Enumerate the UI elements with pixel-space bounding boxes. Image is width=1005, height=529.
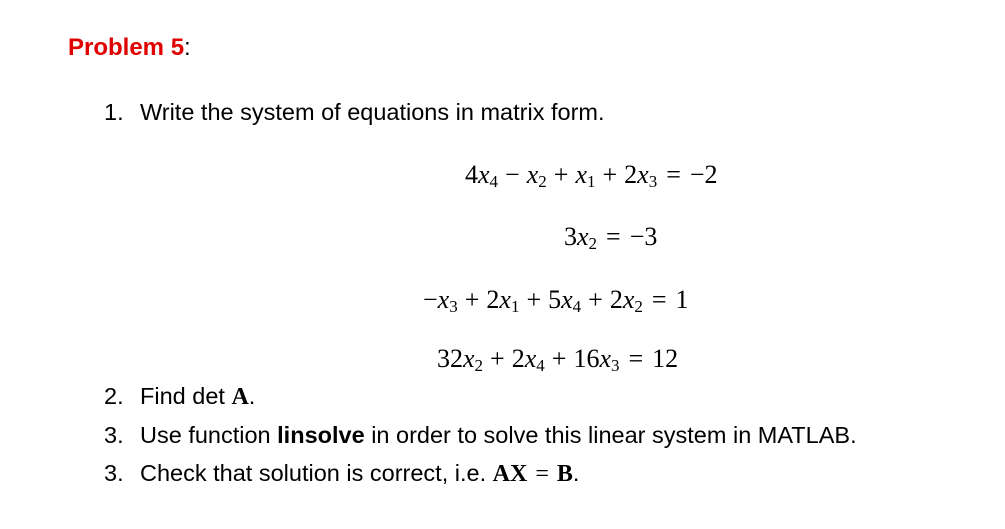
equation-term	[527, 160, 547, 189]
equation-rhs: −3	[629, 222, 658, 251]
term-variable: x	[577, 222, 589, 251]
equation-rhs: 12	[652, 344, 679, 373]
term-subscript: 3	[449, 297, 458, 316]
term-coefficient: 2	[624, 160, 638, 189]
term-variable: x	[499, 285, 511, 314]
item-text-part: Use function	[140, 422, 278, 448]
problem-title	[68, 32, 191, 64]
item-number: 3.	[104, 460, 124, 486]
term-subscript: 4	[536, 356, 545, 375]
equation-2	[564, 220, 657, 254]
term-coefficient: 2	[486, 285, 500, 314]
equation-term	[575, 160, 595, 189]
item-text	[140, 420, 857, 450]
item-text-part: in order to solve this linear system in MATLAB.	[364, 422, 857, 448]
term-coefficient: 16	[573, 344, 600, 373]
equation-term	[624, 160, 657, 189]
operator: −	[505, 160, 520, 189]
operator: +	[588, 285, 603, 314]
term-coefficient: 32	[437, 344, 463, 373]
term-coefficient: 2	[511, 344, 525, 373]
equation-4	[437, 342, 678, 376]
term-subscript: 4	[572, 297, 582, 316]
item-text	[140, 458, 579, 489]
operator: +	[490, 344, 505, 373]
item-number: 3.	[104, 422, 124, 448]
term-subscript: 2	[588, 234, 598, 253]
equation-term	[423, 285, 458, 314]
term-coefficient: 4	[465, 160, 478, 189]
item-text	[140, 381, 255, 412]
equation-rhs: 1	[675, 285, 689, 314]
term-coefficient: −	[423, 285, 438, 314]
equation-term	[437, 344, 483, 373]
term-variable: x	[575, 160, 587, 189]
term-subscript: 3	[610, 356, 620, 375]
equals-sign: =	[666, 160, 681, 189]
equation-term	[564, 222, 597, 251]
term-subscript: 3	[648, 172, 658, 191]
matrix-symbol-b: B	[556, 461, 573, 487]
equals-sign: =	[535, 461, 549, 487]
equation-rhs: −2	[689, 160, 718, 189]
matrix-symbol-a: A	[231, 384, 249, 410]
term-coefficient: 3	[564, 222, 577, 251]
operator: +	[553, 160, 569, 189]
problem-label: Problem 5	[68, 34, 185, 61]
equals-sign: =	[628, 344, 644, 373]
term-subscript: 2	[634, 297, 643, 316]
operator: +	[602, 160, 618, 189]
term-coefficient: 5	[548, 285, 562, 314]
equation-1	[465, 158, 718, 192]
item-text-part: .	[572, 460, 580, 486]
equation-term	[573, 344, 619, 373]
term-variable: x	[637, 160, 649, 189]
term-subscript: 2	[474, 356, 484, 375]
term-variable: x	[478, 160, 490, 189]
equation-3	[423, 283, 689, 317]
term-variable: x	[437, 285, 450, 314]
term-coefficient: 2	[609, 285, 623, 314]
item-text-part: Find det	[140, 383, 232, 409]
equation-term	[465, 160, 498, 189]
term-subscript: 1	[510, 297, 520, 316]
equation-term	[512, 344, 545, 373]
term-subscript: 4	[489, 172, 499, 191]
equation-term	[610, 285, 643, 314]
equals-sign: =	[606, 222, 621, 251]
term-variable: x	[463, 344, 475, 373]
equation-term	[486, 285, 519, 314]
operator: +	[551, 344, 567, 373]
keyword-linsolve: linsolve	[277, 422, 365, 448]
term-variable: x	[622, 285, 635, 314]
operator: +	[526, 285, 542, 314]
term-variable: x	[524, 344, 537, 373]
term-variable: x	[599, 344, 611, 373]
item-text-part: .	[248, 383, 256, 409]
term-subscript: 1	[586, 172, 596, 191]
equation-term	[548, 285, 581, 314]
item-number: 1.	[104, 99, 124, 125]
term-variable: x	[526, 160, 539, 189]
matrix-product-ax: AX	[492, 461, 528, 487]
term-subscript: 2	[538, 172, 547, 191]
problem-colon: :	[184, 34, 191, 61]
item-text: Write the system of equations in matrix form.	[140, 99, 605, 125]
item-number: 2.	[104, 383, 124, 409]
term-variable: x	[561, 285, 573, 314]
item-text-part: Check that solution is correct, i.e.	[140, 460, 493, 486]
equals-sign: =	[651, 285, 667, 314]
operator: +	[464, 285, 480, 314]
